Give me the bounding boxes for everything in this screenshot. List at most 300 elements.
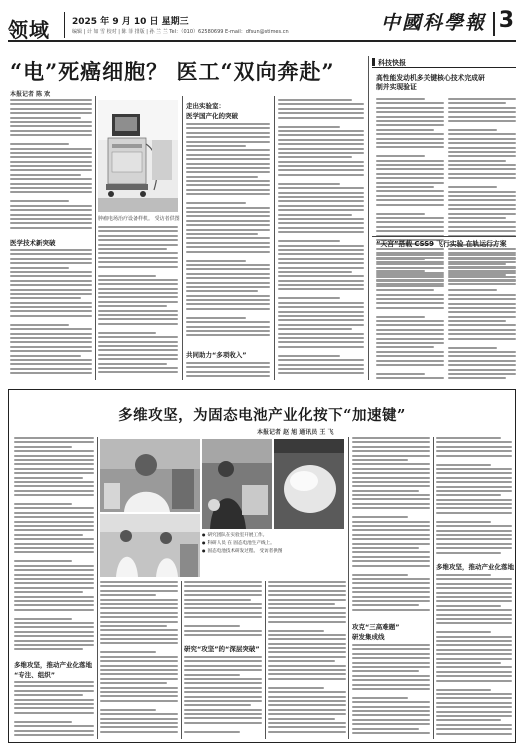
body-text-line [186,286,270,288]
body-text-line [436,636,512,638]
body-text-line [14,463,94,465]
body-text-line [376,124,444,126]
body-text-line [352,657,430,659]
body-text-line [14,725,94,727]
body-text-line [98,261,178,263]
body-text-line [448,98,516,100]
body-text-line [448,355,516,357]
body-text-line [98,332,156,334]
body-text-line [448,360,516,362]
body-text-line [14,591,83,593]
body-text-line [10,148,92,150]
body-text-line [100,599,178,601]
body-text-line [268,665,346,667]
body-text-line [278,346,364,348]
body-text-line [184,665,262,667]
body-text-line [376,254,444,256]
body-text-line [186,132,270,134]
body-text-line [448,164,516,166]
body-text-line [98,371,178,373]
body-text-line [448,276,516,278]
body-text-line [278,280,364,282]
body-text-line [14,477,83,479]
body-text-line [448,168,516,170]
feature-column-1 [14,437,94,655]
body-text-line [352,684,430,686]
body-text-line [268,691,346,693]
body-text-line [100,638,178,640]
body-text-line [10,200,69,202]
body-text-line [278,183,340,185]
body-text-line [436,689,491,691]
body-text-line [98,336,178,338]
body-text-line [98,266,178,268]
body-text-line [436,578,512,580]
body-text-line [448,226,516,228]
body-text-line [352,666,430,668]
body-text-line [10,372,92,374]
body-text-line [376,138,444,140]
body-text-line [436,521,491,523]
body-text-line [98,283,178,285]
body-text-line [100,718,178,720]
body-text-line [10,174,81,176]
body-text-line [278,355,340,357]
body-text-line [448,338,516,340]
feature-byline: 本报记者 赵 旭 通讯员 王 飞 [257,429,334,436]
body-text-line [98,349,178,351]
body-text-line [278,117,364,119]
feature-column-6 [436,437,512,557]
body-text-line [10,315,92,317]
column-rule [433,437,434,739]
body-text-line [352,477,430,479]
body-text-line [186,260,246,262]
body-text-line [184,581,262,583]
body-text-line [352,582,430,584]
body-text-line [184,660,262,662]
column-rule [182,96,183,380]
body-text-line [14,690,94,692]
body-text-line [376,263,444,265]
body-text-line [448,142,516,144]
body-text-line [352,529,430,531]
body-text-line [376,294,444,296]
body-text-line [278,214,352,216]
body-text-line [278,126,340,128]
body-text-line [268,621,346,623]
body-text-line [10,262,92,264]
body-text-line [186,193,270,195]
body-text-line [278,218,364,220]
body-text-line [100,695,178,697]
body-text-line [352,507,430,509]
body-text-line [436,719,501,721]
photo-caption-2: ● 科研人员 在 固态电池生产线上。 [202,539,344,547]
body-text-line [100,621,178,623]
top-article-column-4 [278,99,364,380]
lab-work-illustration [202,439,272,529]
body-text-line [98,341,178,343]
body-text-line [352,688,430,690]
body-text-line [184,717,262,719]
body-text-line [14,707,94,709]
body-text-line [100,673,178,675]
body-text-line [10,214,92,216]
body-text-line [448,272,516,274]
body-text-line [376,377,444,379]
body-text-line [436,494,501,496]
sidebar-label: 科技快报 [378,59,406,67]
body-text-line [376,195,444,197]
body-text-line [352,498,430,500]
body-text-line [14,640,94,642]
body-text-line [278,99,352,101]
body-text-line [436,653,512,655]
body-text-line [448,151,516,153]
body-text-line [98,239,178,241]
body-text-line [100,669,178,671]
body-text-line [186,334,270,336]
body-text-line [98,363,167,365]
body-text-line [10,253,92,255]
body-text-line [10,121,92,123]
body-text-line [186,317,246,319]
body-text-line [352,675,430,677]
body-text-line [184,696,262,698]
body-text-line [448,177,516,179]
body-text-line [448,263,506,265]
body-text-line [448,364,516,366]
body-text-line [14,648,83,650]
body-text-line [436,477,512,479]
body-text-line [268,656,346,658]
body-text-line [278,130,364,132]
sidebar-headline-2: “天宫”搭载 CSS9 飞行实验 在轨运行方案 [376,240,507,248]
body-text-line [10,258,92,260]
body-text-line [186,299,270,301]
sidebar-marker [372,58,375,66]
page-number-bar [493,12,495,36]
body-text-line [14,730,94,732]
body-text-line [352,679,430,681]
body-text-line [278,187,364,189]
body-text-line [98,301,178,303]
body-text-line [278,288,364,290]
body-text-line [184,674,240,676]
body-text-line [278,222,364,224]
body-text-line [376,120,444,122]
body-text-line [10,108,92,110]
body-text-line [10,169,92,171]
sidebar-rule [368,56,369,380]
body-text-line [100,642,178,644]
body-text-line [278,196,364,198]
body-text-line [268,678,346,680]
body-text-line [14,578,94,580]
body-text-line [278,245,364,247]
body-text-line [268,585,346,587]
body-text-line [14,721,72,723]
body-text-line [376,258,425,260]
body-text-line [448,173,516,175]
body-text-line [10,297,81,299]
body-text-line [278,258,364,260]
body-text-line [268,696,346,698]
body-text-line [10,152,92,154]
top-article-column-1b [10,249,92,379]
body-text-line [14,490,94,492]
body-text-line [448,303,516,305]
body-text-line [352,547,419,549]
body-text-line [98,354,178,356]
body-text-line [278,271,352,273]
body-text-line [186,123,270,125]
body-text-line [376,302,444,304]
body-text-line [352,653,430,655]
researcher-portrait-illustration [100,439,200,512]
top-subhead-3: 医学国产化的突破 [186,112,238,120]
body-text-line [186,264,270,266]
body-text-line [352,578,430,580]
body-text-line [436,596,512,598]
feature-subhead-5: 研发集成线 [352,633,385,641]
body-text-line [14,574,94,576]
feature-photo-captions [202,531,344,573]
medical-device-illustration [98,100,178,212]
body-text-line [448,369,516,371]
body-text-line [10,249,92,251]
body-text-line [352,459,408,461]
body-text-line [376,338,444,340]
body-text-line [436,547,512,549]
body-text-line [278,205,364,207]
body-text-line [14,455,94,457]
body-text-line [436,481,512,483]
body-text-line [186,171,270,173]
body-text-line [352,490,419,492]
body-text-line [376,182,444,184]
body-text-line [352,503,430,505]
body-text-line [376,168,444,170]
body-text-line [448,307,516,309]
lab-work-photo [202,439,272,529]
body-text-line [376,204,444,206]
body-text-line [448,213,516,215]
body-text-line [448,298,516,300]
body-text-line [278,161,364,163]
body-text-line [14,468,94,470]
body-text-line [100,713,178,715]
body-text-line [100,585,178,587]
body-text-line [352,516,408,518]
body-text-line [376,373,425,375]
body-text-line [14,485,94,487]
body-text-line [184,709,262,711]
body-text-line [14,604,94,606]
top-article-column-1 [10,99,92,233]
body-text-line [268,673,346,675]
body-text-line [352,538,430,540]
body-text-line [436,587,512,589]
body-text-line [98,314,178,316]
body-text-line [10,346,92,348]
body-text-line [184,669,262,671]
body-text-line [186,167,270,169]
body-text-line [268,718,335,720]
body-text-line [186,141,270,143]
body-text-line [100,660,178,662]
body-text-line [436,468,512,470]
page-number: 3 [498,8,514,33]
body-text-line [436,450,512,452]
body-text-line [10,191,92,193]
body-text-line [14,512,94,514]
body-text-line [436,464,491,466]
body-text-line [186,211,270,213]
top-article-byline: 本报记者 陈 欢 [10,91,51,98]
body-text-line [448,221,516,223]
body-text-line [10,359,92,361]
body-text-line [10,161,92,163]
body-text-line [14,551,94,553]
body-text-line [448,186,497,188]
body-text-line [14,441,94,443]
column-rule [274,96,275,380]
body-text-line [448,280,516,282]
body-text-line [100,665,178,667]
body-text-line [376,199,444,201]
body-text-line [436,693,512,695]
body-text-line [10,112,92,114]
body-text-line [436,512,512,514]
body-text-line [352,710,430,712]
body-text-line [10,125,92,127]
body-text-line [186,366,270,368]
body-text-line [448,133,516,135]
top-photo-caption: 肿瘤电场治疗设备样机。 受访者供图 [98,216,180,222]
body-text-line [10,363,92,365]
body-text-line [10,284,92,286]
body-text-line [376,221,444,223]
sidebar-divider [372,236,516,237]
body-text-line [186,330,270,332]
top-article-column-3b [186,362,270,380]
body-text-line [352,437,430,439]
body-text-line [268,630,324,632]
column-rule [95,96,96,380]
body-text-line [352,701,430,703]
body-text-line [352,644,430,646]
body-text-line [98,305,167,307]
body-text-line [352,604,419,606]
body-text-line [352,596,430,598]
body-text-line [10,355,81,357]
body-text-line [436,455,512,457]
body-text-line [100,603,178,605]
feature-subhead-2: “专注、组织” [14,671,56,679]
body-text-line [10,103,92,105]
body-text-line [10,209,92,211]
body-text-line [448,116,516,118]
body-text-line [278,324,364,326]
body-text-line [186,127,270,129]
body-text-line [352,560,430,562]
body-text-line [352,525,430,527]
body-text-line [278,152,364,154]
top-article-column-2 [98,226,178,379]
body-text-line [14,587,94,589]
body-text-line [436,662,501,664]
body-text-line [352,714,430,716]
body-text-line [376,346,434,348]
body-text-line [184,704,251,706]
body-text-line [10,293,92,295]
body-text-line [14,529,94,531]
body-text-line [278,156,352,158]
body-text-line [448,155,516,157]
body-text-line [98,248,167,250]
body-text-line [14,596,94,598]
body-text-line [376,360,444,362]
body-text-line [186,295,270,297]
body-text-line [376,364,444,366]
body-text-line [100,612,178,614]
body-text-line [376,333,444,335]
body-text-line [278,368,364,370]
body-text-line [376,98,425,100]
body-text-line [436,658,512,660]
body-text-line [376,217,444,219]
body-text-line [186,375,270,377]
body-text-line [268,669,346,671]
body-text-line [376,186,434,188]
body-text-line [186,158,270,160]
body-text-line [10,350,92,352]
body-text-line [98,358,178,360]
body-text-line [14,712,94,714]
body-text-line [186,207,270,209]
sidebar-column-2b [448,254,516,382]
body-text-line [352,441,430,443]
body-text-line [14,534,83,536]
body-text-line [448,320,506,322]
body-text-line [14,569,94,571]
body-text-line [376,107,444,109]
body-text-line [278,372,364,374]
body-text-line [14,626,94,628]
body-text-line [352,494,430,496]
body-text-line [352,662,430,664]
body-text-line [448,377,506,379]
body-text-line [10,183,92,185]
body-text-line [448,230,516,232]
body-text-line [268,700,346,702]
header-divider [64,12,65,38]
body-text-line [436,530,512,532]
body-text-line [100,590,178,592]
body-text-line [268,660,335,662]
body-text-line [14,507,94,509]
body-text-line [268,599,346,601]
body-text-line [352,706,430,708]
body-text-line [98,279,178,281]
body-text-line [278,240,340,242]
body-text-line [376,190,444,192]
feature-column-1b [14,681,94,739]
body-text-line [268,594,346,596]
body-text-line [10,227,92,229]
